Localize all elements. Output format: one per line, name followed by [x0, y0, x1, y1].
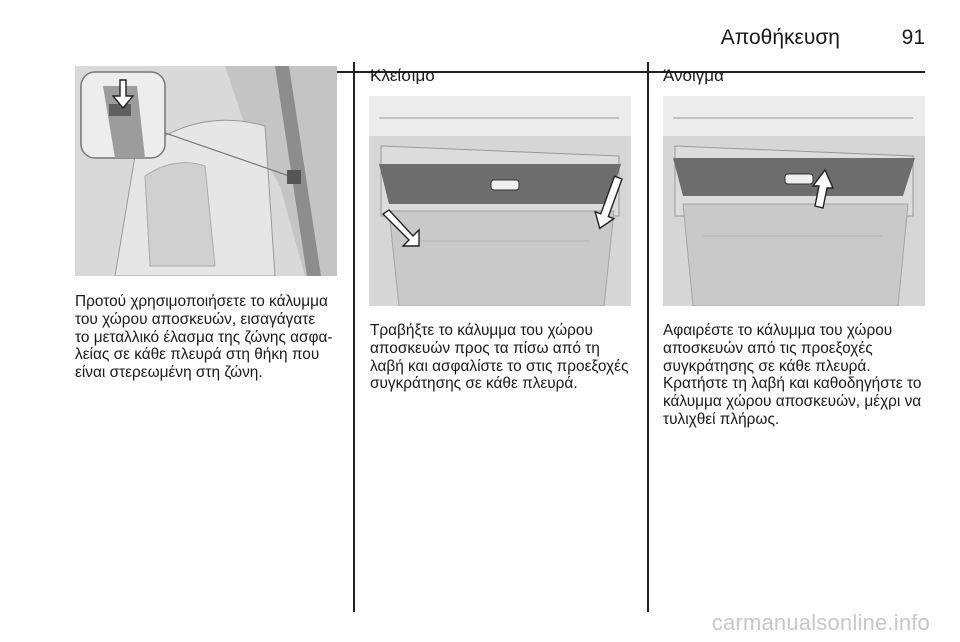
- text-line: Κρατήστε τη λαβή και καθοδηγήστε το: [663, 375, 922, 393]
- cover-closing-illustration: [369, 96, 631, 306]
- instruction-opening: [663, 322, 921, 429]
- text-line: κάλυμμα χώρου αποσκευών, μέχρι να: [663, 393, 922, 411]
- heading-opening: Άνοιγμα: [663, 66, 724, 85]
- instruction-closing: [370, 322, 628, 393]
- column-divider-left: [353, 62, 355, 612]
- column-divider-right: [647, 62, 649, 612]
- text-line: συγκράτησης σε κάθε πλευρά.: [370, 375, 578, 393]
- seat-belt-illustration: [75, 66, 337, 276]
- text-line: Αφαιρέστε το κάλυμμα του χώρου: [663, 322, 893, 339]
- text-line: το μεταλλικό έλασμα της ζώνης ασφα-: [75, 328, 333, 346]
- text-line: συγκράτησης σε κάθε πλευρά.: [663, 357, 871, 375]
- page-header: [75, 22, 925, 52]
- text-line: του χώρου αποσκευών, εισαγάγατε: [75, 310, 316, 328]
- watermark: carmanualsonline.info: [711, 610, 930, 635]
- section-title: Αποθήκευση: [720, 26, 840, 49]
- instruction-seatbelt-plate: [75, 293, 333, 382]
- text-line: αποσκευών από τις προεξοχές: [663, 339, 873, 357]
- text-line: λαβή και ασφαλίστε το στις προεξοχές: [370, 357, 629, 375]
- heading-closing: Κλείσιμο: [370, 66, 435, 85]
- text-line: αποσκευών προς τα πίσω από τη: [370, 339, 600, 357]
- text-line: τυλιχθεί πλήρως.: [663, 410, 780, 428]
- text-line: είναι στερεωμένη στη ζώνη.: [75, 364, 263, 382]
- text-line: λείας σε κάθε πλευρά στη θήκη που: [75, 346, 320, 364]
- text-line: Προτού χρησιμοποιήσετε το κάλυμμα: [75, 293, 328, 310]
- text-line: Τραβήξτε το κάλυμμα του χώρου: [370, 322, 593, 339]
- cover-opening-illustration: [663, 96, 925, 306]
- page-number: 91: [901, 26, 925, 49]
